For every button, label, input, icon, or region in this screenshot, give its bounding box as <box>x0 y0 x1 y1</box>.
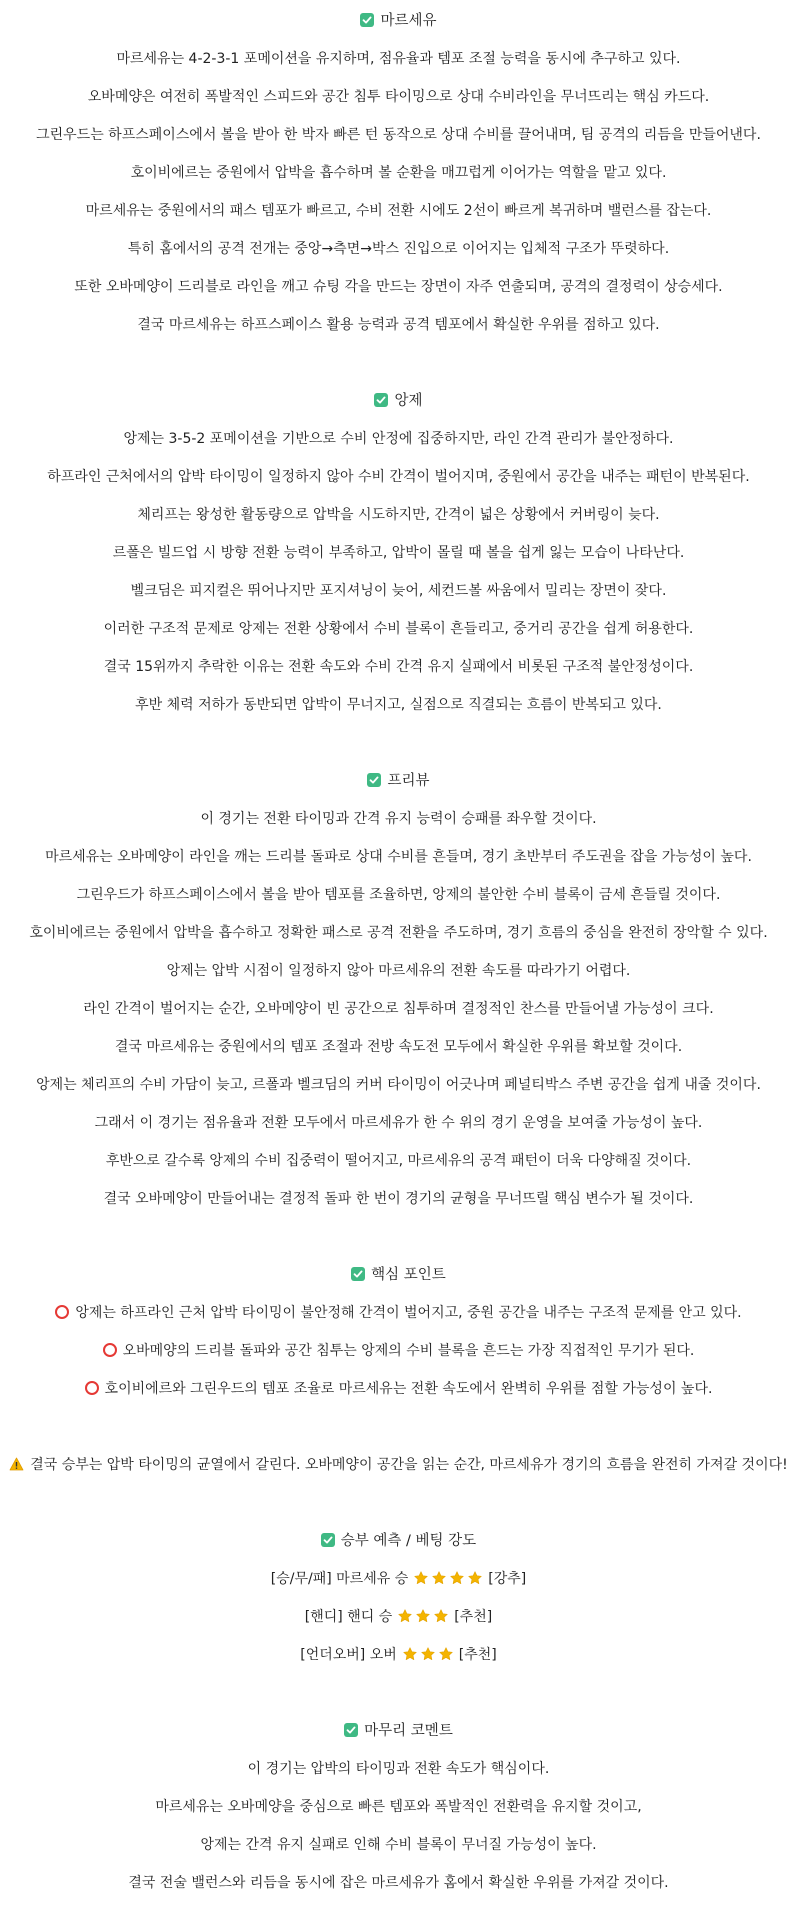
heading-text: 승부 예측 / 베팅 강도 <box>340 1533 477 1549</box>
paragraph-line: 하프라인 근처에서의 압박 타이밍이 일정하지 않아 수비 간격이 벌어지며, 중원에서 공간을 내주는 패턴이 반복된다. <box>47 469 750 485</box>
paragraph-line: 앙제는 압박 시점이 일정하지 않아 마르세유의 전환 속도를 따라가기 어렵다. <box>166 963 631 979</box>
check-mark-button-icon <box>374 393 388 407</box>
prediction-tag: [강추] <box>488 1571 527 1587</box>
prediction-row <box>0 1560 797 1598</box>
key-point-item <box>0 1332 797 1370</box>
heading-text: 프리뷰 <box>387 773 430 789</box>
check-mark-button-icon <box>321 1533 335 1547</box>
key-point-item <box>0 1294 797 1332</box>
paragraph-line: 결국 마르세유는 중원에서의 템포 조절과 전방 속도전 모두에서 확실한 우위를 확보할 것이다. <box>114 1039 683 1055</box>
key-point-text: 앙제는 하프라인 근처 압박 타이밍이 불안정해 간격이 벌어지고, 중원 공간을 내주는 구조적 문제를 안고 있다. <box>75 1305 742 1321</box>
warning-text: 결국 승부는 압박 타이밍의 균열에서 갈린다. 오바메양이 공간을 읽는 순간, 마르세유가 경기의 흐름을 완전히 가져갈 것이다! <box>30 1457 788 1473</box>
red-circle-icon <box>103 1343 117 1357</box>
star-icon <box>431 1563 447 1598</box>
prediction-label: [언더오버] 오버 <box>300 1647 397 1663</box>
paragraph-line: 호이비에르는 중원에서 압박을 흡수하며 볼 순환을 매끄럽게 이어가는 역할을 맡고 있다. <box>130 165 667 181</box>
star-icon <box>467 1563 483 1598</box>
heading-text: 앙제 <box>394 393 423 409</box>
star-icon <box>402 1639 418 1674</box>
section-heading <box>0 382 797 420</box>
paragraph-line: 마르세유는 중원에서의 패스 템포가 빠르고, 수비 전환 시에도 2선이 빠르게 복귀하며 밸런스를 잡는다. <box>85 203 712 219</box>
prediction-label: [핸디] 핸디 승 <box>304 1609 393 1625</box>
star-icon <box>397 1601 413 1636</box>
paragraph-line: 그래서 이 경기는 점유율과 전환 모두에서 마르세유가 한 수 위의 경기 운영을 보여줄 가능성이 높다. <box>94 1115 703 1131</box>
section-heading <box>0 1522 797 1560</box>
prediction-label: [승/무/패] 마르세유 승 <box>270 1571 409 1587</box>
section-heading <box>0 762 797 800</box>
section-angers <box>0 382 797 724</box>
section-preview <box>0 762 797 1218</box>
section-prediction <box>0 1522 797 1674</box>
prediction-tag: [추천] <box>458 1647 497 1663</box>
paragraph-line: 그린우드는 하프스페이스에서 볼을 받아 한 박자 빠른 턴 동작으로 상대 수비를 끌어내며, 팀 공격의 리듬을 만들어낸다. <box>36 127 761 143</box>
paragraph-line: 호이비에르는 중원에서 압박을 흡수하고 정확한 패스로 공격 전환을 주도하며, 경기 흐름의 중심을 완전히 장악할 수 있다. <box>29 925 768 941</box>
spacer <box>0 1408 797 1446</box>
key-point-text: 호이비에르와 그린우드의 템포 조율로 마르세유는 전환 속도에서 완벽히 우위를 점할 가능성이 높다. <box>104 1381 713 1397</box>
star-icon <box>415 1601 431 1636</box>
paragraph-line: 결국 오바메양이 만들어내는 결정적 돌파 한 번이 경기의 균형을 무너뜨릴 핵심 변수가 될 것이다. <box>103 1191 694 1207</box>
star-icon <box>420 1639 436 1674</box>
spacer <box>0 1484 797 1522</box>
paragraph-line: 후반 체력 저하가 동반되면 압박이 무너지고, 실점으로 직결되는 흐름이 반복되고 있다. <box>135 697 662 713</box>
section-heading <box>0 1712 797 1750</box>
paragraph-line: 앙제는 3-5-2 포메이션을 기반으로 수비 안정에 집중하지만, 라인 간격 관리가 불안정하다. <box>123 431 674 447</box>
star-icon <box>413 1563 429 1598</box>
paragraph-line: 오바메양은 여전히 폭발적인 스피드와 공간 침투 타이밍으로 상대 수비라인을 무너뜨리는 핵심 카드다. <box>87 89 710 105</box>
section-heading <box>0 2 797 40</box>
paragraph-line: 결국 마르세유는 하프스페이스 활용 능력과 공격 템포에서 확실한 우위를 점하고 있다. <box>137 317 660 333</box>
star-rating <box>412 1571 484 1587</box>
key-point-item <box>0 1370 797 1408</box>
paragraph-line: 결국 전술 밸런스와 리듬을 동시에 잡은 마르세유가 홈에서 확실한 우위를 가져갈 것이다. <box>128 1875 669 1891</box>
paragraph-line: 후반으로 갈수록 앙제의 수비 집중력이 떨어지고, 마르세유의 공격 패턴이 더욱 다양해질 것이다. <box>105 1153 692 1169</box>
star-icon <box>433 1601 449 1636</box>
paragraph-line: 체리프는 왕성한 활동량으로 압박을 시도하지만, 간격이 넓은 상황에서 커버링이 늦다. <box>137 507 660 523</box>
paragraph-line: 마르세유는 오바메양이 라인을 깨는 드리블 돌파로 상대 수비를 흔들며, 경기 초반부터 주도권을 잡을 가능성이 높다. <box>45 849 752 865</box>
paragraph-line: 라인 간격이 벌어지는 순간, 오바메양이 빈 공간으로 침투하며 결정적인 찬스를 만들어낼 가능성이 크다. <box>83 1001 714 1017</box>
star-rating <box>396 1609 450 1625</box>
prediction-row <box>0 1636 797 1674</box>
paragraph-line: 결국 15위까지 추락한 이유는 전환 속도와 수비 간격 유지 실패에서 비롯된 구조적 불안정성이다. <box>103 659 694 675</box>
heading-text: 마무리 코멘트 <box>364 1723 453 1739</box>
paragraph-line: 또한 오바메양이 드리블로 라인을 깨고 슈팅 각을 만드는 장면이 자주 연출되며, 공격의 결정력이 상승세다. <box>74 279 723 295</box>
red-circle-icon <box>85 1381 99 1395</box>
paragraph-line: 특히 홈에서의 공격 전개는 중앙→측면→박스 진입으로 이어지는 입체적 구조가 뚜렷하다. <box>127 241 670 257</box>
spacer <box>0 344 797 382</box>
star-icon <box>449 1563 465 1598</box>
section-closing <box>0 1712 797 1902</box>
prediction-row <box>0 1598 797 1636</box>
star-icon <box>438 1639 454 1674</box>
paragraph-line: 이 경기는 전환 타이밍과 간격 유지 능력이 승패를 좌우할 것이다. <box>200 811 597 827</box>
prediction-tag: [추천] <box>454 1609 493 1625</box>
star-rating <box>401 1647 455 1663</box>
check-mark-button-icon <box>360 13 374 27</box>
heading-text: 마르세유 <box>380 13 437 29</box>
paragraph-line: 이 경기는 압박의 타이밍과 전환 속도가 핵심이다. <box>247 1761 550 1777</box>
paragraph-line: 벨크딤은 피지컬은 뛰어나지만 포지셔닝이 늦어, 세컨드볼 싸움에서 밀리는 장면이 잦다. <box>130 583 667 599</box>
spacer <box>0 1218 797 1256</box>
paragraph-line: 르폴은 빌드업 시 방향 전환 능력이 부족하고, 압박이 몰릴 때 볼을 쉽게 잃는 모습이 나타난다. <box>112 545 685 561</box>
paragraph-line: 이러한 구조적 문제로 앙제는 전환 상황에서 수비 블록이 흔들리고, 중거리 공간을 쉽게 허용한다. <box>103 621 694 637</box>
check-mark-button-icon <box>351 1267 365 1281</box>
warning-icon <box>9 1448 24 1484</box>
heading-text: 핵심 포인트 <box>371 1267 446 1283</box>
check-mark-button-icon <box>344 1723 358 1737</box>
warning-line <box>0 1446 797 1484</box>
paragraph-line: 앙제는 간격 유지 실패로 인해 수비 블록이 무너질 가능성이 높다. <box>200 1837 597 1853</box>
section-key-points <box>0 1256 797 1408</box>
section-heading <box>0 1256 797 1294</box>
section-marseille <box>0 2 797 344</box>
spacer <box>0 724 797 762</box>
red-circle-icon <box>55 1305 69 1319</box>
check-mark-button-icon <box>367 773 381 787</box>
paragraph-line: 마르세유는 오바메양을 중심으로 빠른 템포와 폭발적인 전환력을 유지할 것이고, <box>155 1799 642 1815</box>
paragraph-line: 마르세유는 4-2-3-1 포메이션을 유지하며, 점유율과 템포 조절 능력을 동시에 추구하고 있다. <box>116 51 681 67</box>
paragraph-line: 그린우드가 하프스페이스에서 볼을 받아 템포를 조율하면, 앙제의 불안한 수비 블록이 금세 흔들릴 것이다. <box>76 887 721 903</box>
paragraph-line: 앙제는 체리프의 수비 가담이 늦고, 르폴과 벨크딤의 커버 타이밍이 어긋나며 페널티박스 주변 공간을 쉽게 내줄 것이다. <box>36 1077 761 1093</box>
spacer <box>0 1674 797 1712</box>
key-point-text: 오바메양의 드리블 돌파와 공간 침투는 앙제의 수비 블록을 흔드는 가장 직접적인 무기가 된다. <box>122 1343 695 1359</box>
